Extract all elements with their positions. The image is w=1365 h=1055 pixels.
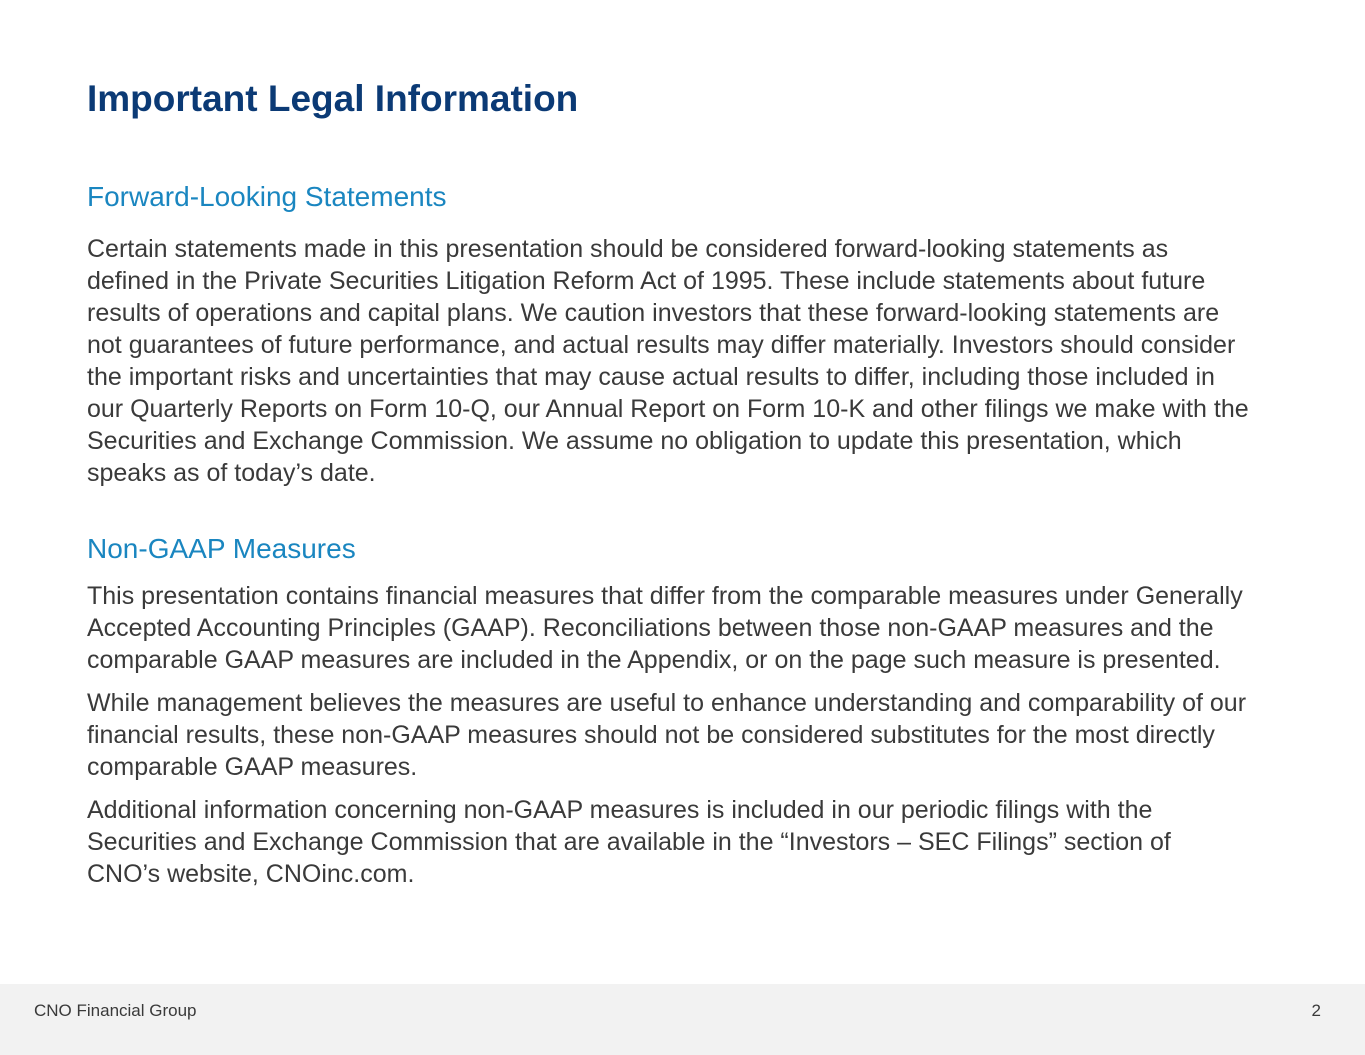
text-line: comparable GAAP measures are included in the Appendix, or on the page such measure is presented.	[87, 646, 1221, 674]
footer-company-name: CNO Financial Group	[34, 1001, 197, 1020]
text-line: CNO’s website, CNOinc.com.	[87, 860, 415, 888]
text-line: Accepted Accounting Principles (GAAP). Reconciliations between those non-GAAP measures and the	[87, 614, 1214, 642]
forward-looking-section	[87, 180, 1337, 489]
forward-looking-heading: Forward-Looking Statements	[87, 181, 447, 212]
page-title: Important Legal Information	[87, 78, 579, 119]
text-line: results of operations and capital plans. We caution investors that these forward-looking statements are	[87, 299, 1220, 327]
non-gaap-paragraph-2	[87, 687, 1337, 783]
text-line: While management believes the measures are useful to enhance understanding and comparability of our	[87, 689, 1247, 717]
non-gaap-paragraph-3	[87, 794, 1337, 890]
text-line: the important risks and uncertainties that may cause actual results to differ, including those included in	[87, 363, 1215, 391]
text-line: Securities and Exchange Commission that are available in the “Investors – SEC Filings” section of	[87, 828, 1171, 856]
non-gaap-heading: Non-GAAP Measures	[87, 533, 356, 564]
non-gaap-paragraph-1	[87, 580, 1337, 676]
page-number: 2	[1311, 1001, 1321, 1020]
text-line: defined in the Private Securities Litigation Reform Act of 1995. These include statements about future	[87, 267, 1206, 295]
forward-looking-paragraph	[87, 233, 1337, 489]
text-line: our Quarterly Reports on Form 10-Q, our Annual Report on Form 10-K and other filings we make with the	[87, 395, 1249, 423]
text-line: This presentation contains financial measures that differ from the comparable measures under Generally	[87, 582, 1243, 610]
non-gaap-section	[87, 532, 1337, 890]
text-line: speaks as of today’s date.	[87, 459, 376, 487]
text-line: Additional information concerning non-GAAP measures is included in our periodic filings with the	[87, 796, 1153, 824]
text-line: not guarantees of future performance, and actual results may differ materially. Investors should consider	[87, 331, 1236, 359]
text-line: Securities and Exchange Commission. We assume no obligation to update this presentation, which	[87, 427, 1182, 455]
text-line: Certain statements made in this presentation should be considered forward-looking statements as	[87, 235, 1169, 263]
footer-bar	[0, 984, 1365, 1055]
text-line: comparable GAAP measures.	[87, 753, 418, 781]
text-line: financial results, these non-GAAP measures should not be considered substitutes for the most directly	[87, 721, 1215, 749]
